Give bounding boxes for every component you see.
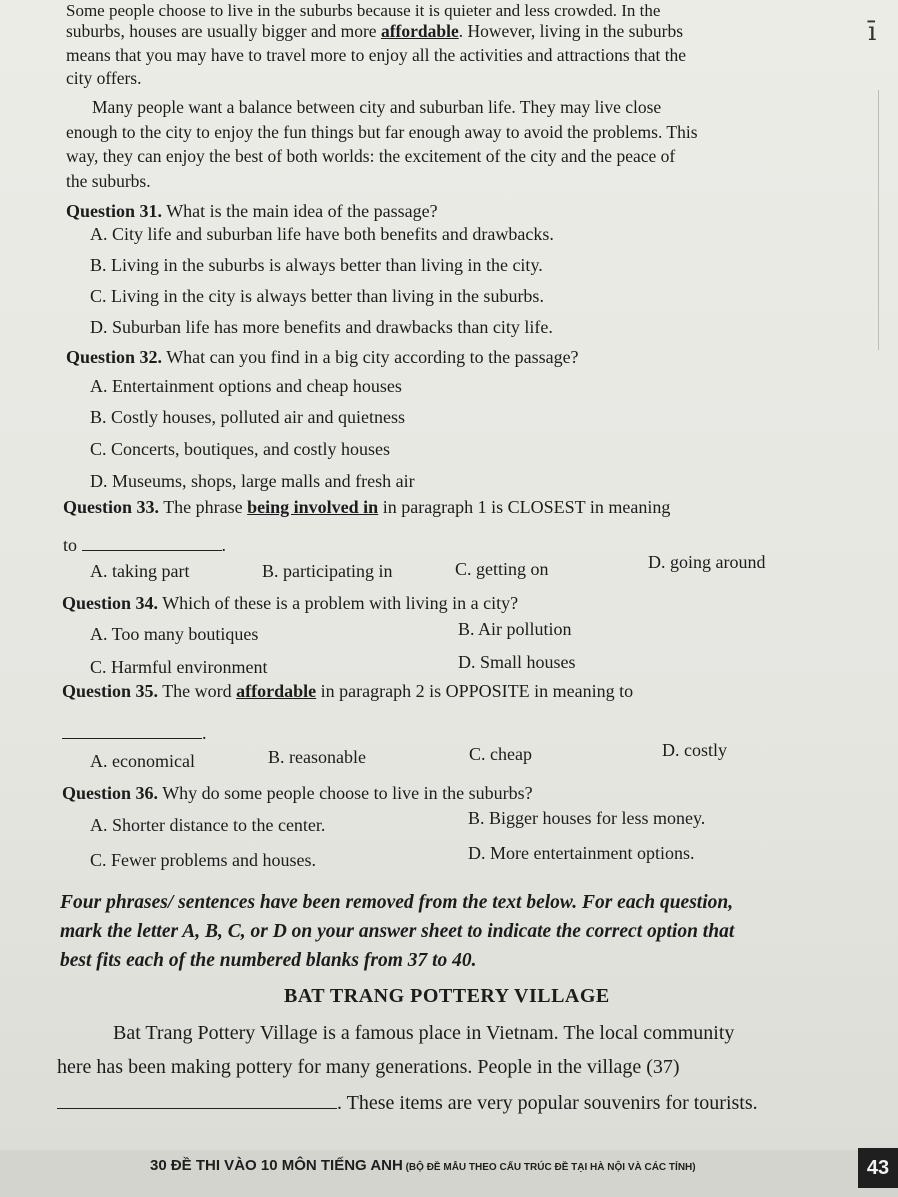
footer-title: 30 ĐỀ THI VÀO 10 MÔN TIẾNG ANH (BỘ ĐỀ MẪU THEO CẤU TRÚC ĐỀ TẠI HÀ NỘI VÀ CÁC TỈNH): [150, 1157, 696, 1174]
passage-line: . These items are very popular souvenirs for tourists.: [57, 1090, 758, 1116]
passage-title: BAT TRANG POTTERY VILLAGE: [284, 985, 610, 1007]
q31-option-c[interactable]: C. Living in the city is always better than living in the suburbs.: [90, 286, 544, 306]
answer-blank: [62, 724, 202, 739]
q34-option-a[interactable]: A. Too many boutiques: [90, 624, 259, 644]
q35-option-b[interactable]: B. reasonable: [268, 747, 366, 767]
underlined-phrase: being involved in: [247, 497, 379, 517]
instruction-line: Four phrases/ sentences have been removed from the text below. For each question,: [60, 892, 734, 913]
answer-blank: [82, 536, 222, 551]
question-33: Question 33. The phrase being involved in in paragraph 1 is CLOSEST in meaning: [63, 497, 671, 517]
page-number: 43: [858, 1148, 898, 1188]
q35-option-c[interactable]: C. cheap: [469, 744, 532, 764]
q33-option-c[interactable]: C. getting on: [455, 559, 549, 579]
passage-line: enough to the city to enjoy the fun things but far enough away to avoid the problems. This: [66, 122, 698, 142]
passage-line: the suburbs.: [66, 171, 151, 191]
q35-option-d[interactable]: D. costly: [662, 740, 727, 760]
question-33-line2: to .: [63, 535, 227, 555]
question-35: Question 35. The word affordable in paragraph 2 is OPPOSITE in meaning to: [62, 681, 634, 701]
passage-line: Many people want a balance between city and suburban life. They may live close: [92, 97, 662, 117]
page-edge: [878, 90, 898, 350]
q34-option-d[interactable]: D. Small houses: [458, 652, 576, 672]
question-34: Question 34. Which of these is a problem with living in a city?: [62, 593, 519, 613]
question-32: Question 32. What can you find in a big city according to the passage?: [66, 347, 579, 367]
q33-option-b[interactable]: B. participating in: [262, 561, 393, 581]
q32-option-b[interactable]: B. Costly houses, polluted air and quietness: [90, 407, 405, 427]
passage-line: means that you may have to travel more to enjoy all the activities and attractions that the: [66, 45, 687, 65]
q33-option-a[interactable]: A. taking part: [90, 561, 190, 581]
underlined-word: affordable: [236, 681, 317, 701]
q36-option-b[interactable]: B. Bigger houses for less money.: [468, 808, 706, 828]
q35-option-a[interactable]: A. economical: [90, 751, 195, 771]
q36-option-a[interactable]: A. Shorter distance to the center.: [90, 815, 326, 835]
question-35-line2: .: [62, 722, 207, 744]
instruction-line: mark the letter A, B, C, or D on your answer sheet to indicate the correct option that: [60, 921, 735, 942]
passage-line: here has been making pottery for many generations. People in the village (37): [57, 1056, 680, 1078]
q31-option-d[interactable]: D. Suburban life has more benefits and drawbacks than city life.: [90, 317, 553, 337]
q32-option-c[interactable]: C. Concerts, boutiques, and costly houses: [90, 439, 390, 459]
question-31: Question 31. What is the main idea of the passage?: [66, 201, 438, 221]
answer-blank-37: [57, 1094, 337, 1109]
instruction-line: best fits each of the numbered blanks from 37 to 40.: [60, 950, 477, 971]
passage-line: Some people choose to live in the suburbs because it is quieter and less crowded. In the: [66, 1, 661, 20]
q31-option-b[interactable]: B. Living in the suburbs is always better than living in the city.: [90, 255, 543, 275]
passage-line: way, they can enjoy the best of both worlds: the excitement of the city and the peace of: [66, 146, 676, 166]
passage-line: Bat Trang Pottery Village is a famous place in Vietnam. The local community: [113, 1022, 735, 1044]
q31-option-a[interactable]: A. City life and suburban life have both benefits and drawbacks.: [90, 224, 554, 244]
q32-option-d[interactable]: D. Museums, shops, large malls and fresh air: [90, 471, 415, 491]
underlined-word: affordable: [380, 21, 459, 41]
passage-line: suburbs, houses are usually bigger and more affordable. However, living in the suburbs: [66, 21, 684, 41]
q34-option-c[interactable]: C. Harmful environment: [90, 657, 268, 677]
q32-option-a[interactable]: A. Entertainment options and cheap houses: [90, 376, 402, 396]
margin-mark: ī: [868, 17, 877, 47]
q36-option-d[interactable]: D. More entertainment options.: [468, 843, 695, 863]
passage-line: city offers.: [66, 68, 142, 88]
question-36: Question 36. Why do some people choose to live in the suburbs?: [62, 783, 533, 803]
q36-option-c[interactable]: C. Fewer problems and houses.: [90, 850, 316, 870]
q33-option-d[interactable]: D. going around: [648, 552, 766, 572]
q34-option-b[interactable]: B. Air pollution: [458, 619, 572, 639]
